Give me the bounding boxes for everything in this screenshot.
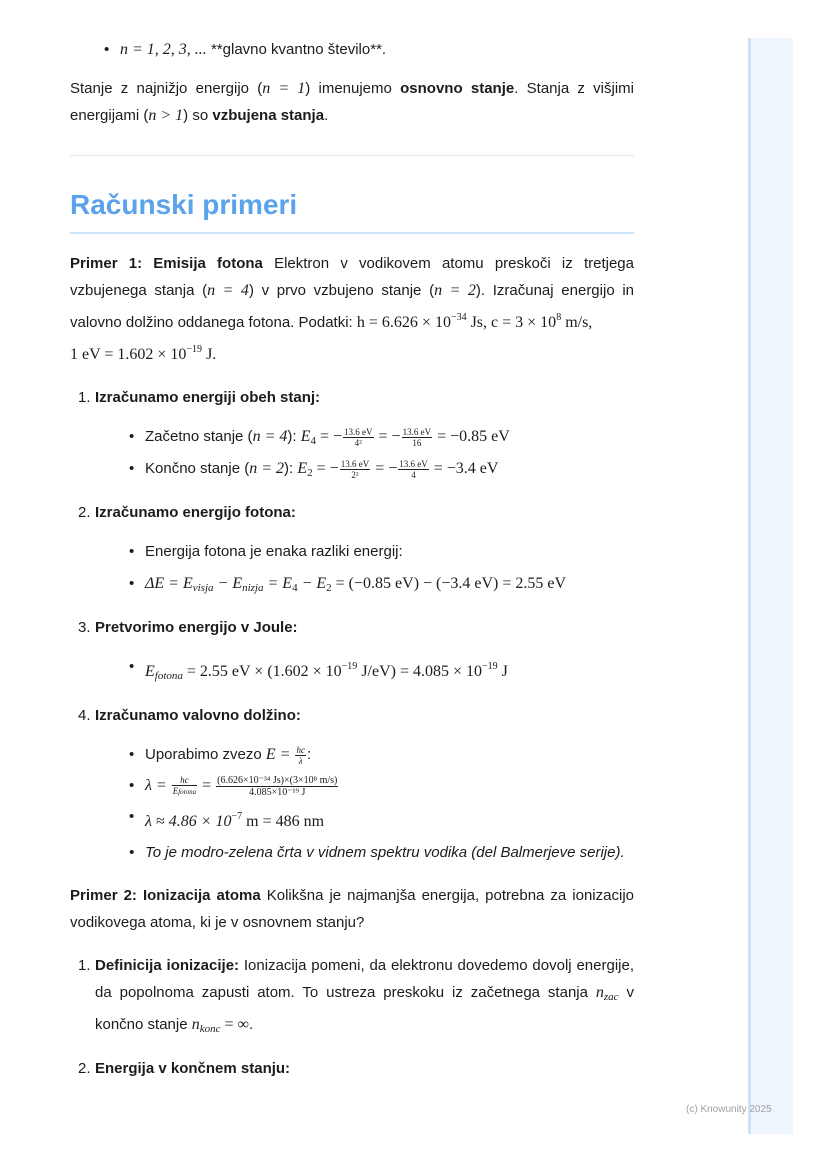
step-label: Izračunamo valovno dolžino: <box>95 707 301 724</box>
step-item: 1. Izračunamo energiji obeh stanj: • Začetno stanje (n = 4): $E_4$ = − $\frac{13.6 eV}{\text{4²}}$ = − $\frac{13.6 eV}{16}$ = −0.85 eV • Končno stanje (n = 2): $E_2$ = − $\frac{13.6 eV}{\text{2²}}$ = − $\frac{13.6 eV}{4}$ = −3.4 eV <box>95 384 634 487</box>
example-1-steps <box>70 384 634 866</box>
step-label: Definicija ionizacije: <box>95 957 240 974</box>
bullet-text: **glavno kvantno število**. <box>206 41 387 58</box>
list-item: • Začetno stanje (n = 4): $E_4$ = − $\frac{13.6 eV}{\text{4²}}$ = − $\frac{13.6 eV}{16}$ = −0.85 eV <box>145 423 634 455</box>
math-n: n = 1, 2, 3, ... <box>120 41 207 58</box>
step-label: Pretvorimo energijo v Joule: <box>95 619 298 636</box>
list-item <box>120 36 634 63</box>
list-item: • $E_{fotona} = 2.55$ eV × ($1.602 \times 10^{-19}$ $J/eV) = 4.085 \times 10^{-19}$ J <box>145 653 634 690</box>
bold-term: vzbujena stanja <box>212 107 325 124</box>
list-item: • λ = $\frac{hc}{\text{Efotona}}$ = $\frac{\text{(6.626×10⁻³⁴ Js)×(3×10⁸ m/s)}}{\text{4.085×10⁻¹⁹ J}}$ <box>145 772 634 799</box>
fraction: $\frac{13.6 eV}{4}$ <box>399 458 428 480</box>
fraction: $\frac{13.6 eV}{\text{2²}}$ <box>340 458 370 480</box>
list-item: • Energija fotona je enaka razliki energij: <box>145 538 634 565</box>
step-item: 2. Energija v končnem stanju: <box>78 1060 291 1077</box>
divider <box>70 155 634 156</box>
step-1-bullets <box>95 423 634 487</box>
step-3-bullets <box>95 653 634 690</box>
step-item: 2. Izračunamo energijo fotona: • Energija fotona je enaka razliki energij: • $\Delta E = E_{visja} - E_{nizja} = E_4 - E_2 = (-0.85$ eV) − (−3.4 eV) = 2.55 eV <box>95 499 634 602</box>
list-item: • To je modro-zelena črta v vidnem spektru vodika (del Balmerjeve serije). <box>145 839 634 866</box>
step-item: 1. Definicija ionizacije: Ionizacija pomeni, da elektronu dovedemo dovolj energije, da popolnoma zapusti atom. To ustreza preskoku iz začetnega stanja $n_{zac}$ v končno stanje $n_{konc}$ = ∞. <box>78 957 634 1035</box>
fraction: $\frac{hc}{\lambda}$ <box>296 744 305 766</box>
bold-term: osnovno stanje <box>400 80 515 97</box>
intro-paragraph: Stanje z najnižjo energijo (n = 1) imenujemo osnovno stanje. Stanja z višjimi energijami (n > 1) so vzbujena stanja. <box>70 80 635 124</box>
step-2-bullets <box>95 538 634 602</box>
list-item: • Uporabimo zvezo E = $\frac{hc}{\lambda}$ : <box>145 741 634 768</box>
side-margin-bar <box>748 38 793 1134</box>
example-2-paragraph: Primer 2: Ionizacija atoma Kolikšna je najmanjša energija, potrebna za ionizacijo vodikovega atoma, ki je v osnovnem stanju? <box>70 887 634 931</box>
fraction: $\frac{hc}{\text{Efotona}}$ <box>172 775 197 797</box>
list-item: • $\lambda \approx 4.86 \times 10^{-7}$ m = 486 nm <box>145 803 634 835</box>
step-item: 4. Izračunamo valovno dolžino: • Uporabimo zvezo E = $\frac{hc}{\lambda}$ : • λ = $\frac{hc}{\text{Efotona}}$ = $\frac{\text{(6.626×10⁻³⁴ Js)×(3×10⁸ m/s)}}{\text{4.085×10⁻¹⁹ J}}$ • $\lambda \approx 4.86 \times 10^{-7}$ m = 486 nm • To je modro-zelena črta v vidnem spektru vodika (del Balmerjeve serije). <box>95 702 634 866</box>
example-title: Primer 1: Emisija fotona <box>70 255 263 272</box>
footer-copyright: (c) Knowunity 2025 <box>686 1104 772 1115</box>
list-item: • $\Delta E = E_{visja} - E_{nizja} = E_4 - E_2 = (-0.85$ eV) − (−3.4 eV) = 2.55 eV <box>145 570 634 602</box>
step-label: Izračunamo energiji obeh stanj: <box>95 389 321 406</box>
document-content <box>70 36 634 1082</box>
example-title: Primer 2: Ionizacija atoma <box>70 887 261 904</box>
step-label: Izračunamo energijo fotona: <box>95 504 296 521</box>
step-4-bullets <box>95 741 634 866</box>
example-1-paragraph: Primer 1: Emisija fotona Elektron v vodikovem atomu preskoči iz tretjega vzbujenega stanja (n = 4) v prvo vzbujeno stanje (n = 2). Izračunaj energijo in valovno dolžino oddanega fotona. Podatki: $h = 6.626 \times 10^{-34}$ Js, $c = 3 \times 10^8$ m/s, 1 eV = $1.602 \times 10^{-19}$ J. <box>70 255 635 363</box>
fraction: $\frac{\text{(6.626×10⁻³⁴ Js)×(3×10⁸ m/s)}}{\text{4.085×10⁻¹⁹ J}}$ <box>217 774 338 798</box>
step-item: 3. Pretvorimo energijo v Joule: • $E_{fotona} = 2.55$ eV × ($1.602 \times 10^{-19}$ $J/eV) = 4.085 \times 10^{-19}$ J <box>95 614 634 690</box>
intro-list <box>70 36 634 63</box>
list-item: • Končno stanje (n = 2): $E_2$ = − $\frac{13.6 eV}{\text{2²}}$ = − $\frac{13.6 eV}{4}$ = −3.4 eV <box>145 455 634 487</box>
fraction: $\frac{13.6 eV}{16}$ <box>402 426 432 448</box>
fraction: $\frac{13.6 eV}{\text{4²}}$ <box>344 426 373 448</box>
example-2-steps <box>70 952 634 1082</box>
step-label: Energija v končnem stanju: <box>95 1060 291 1077</box>
section-title: Računski primeri <box>70 188 634 234</box>
